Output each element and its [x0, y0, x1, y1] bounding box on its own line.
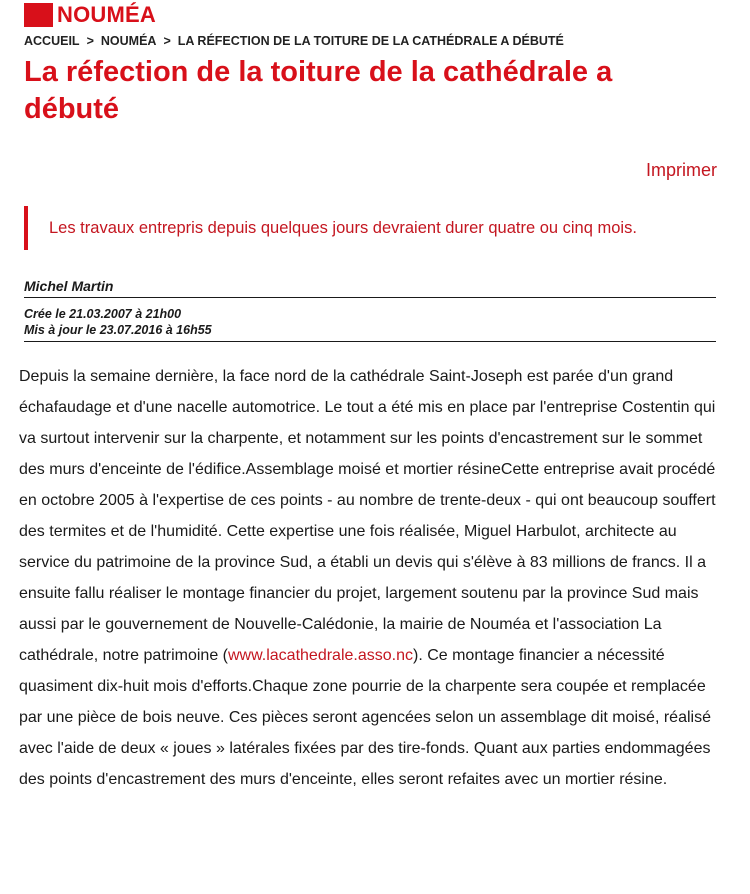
section-header — [24, 2, 156, 28]
breadcrumb-section-link[interactable]: NOUMÉA — [100, 34, 157, 48]
article-title: La réfection de la toiture de la cathédrale a débuté — [24, 56, 613, 125]
article-lead-text: Les travaux entrepris depuis quelques jours devraient durer quatre ou cinq mois. — [49, 218, 637, 237]
breadcrumb — [24, 34, 564, 48]
updated-date: Mis à jour le 23.07.2016 à 16h55 — [24, 323, 212, 337]
section-title[interactable]: NOUMÉA — [57, 2, 156, 27]
article-dates — [24, 306, 716, 342]
article-body-part2: ). Ce montage financier a nécessité quasiment dix-huit mois d'efforts.Chaque zone pourrie de la charpente sera coupée et remplacée par une pièce de bois neuve. Ces pièces seront agencées selon un assemblage dit moisé, réalisé avec l'aide de deux « joues » latérales fixées par des tire-fonds. Quant aux parties endommagées des points d'encastrement des murs d'enceinte, elles seront refaites avec un mortier résine. — [19, 647, 711, 788]
section-marker-icon — [24, 3, 53, 27]
print-link[interactable]: Imprimer — [646, 160, 717, 180]
association-website-link[interactable]: www.lacathedrale.asso.nc — [228, 647, 413, 664]
article-body-part1: Depuis la semaine dernière, la face nord de la cathédrale Saint-Joseph est parée d'un grand échafaudage et d'une nacelle automotrice. Le tout a été mis en place par l'entreprise Costentin qui va surtout intervenir sur la charpente, et notamment sur les points d'encastrement sur le sommet des murs d'enceinte de l'édifice.Assemblage moisé et mortier résineCette entreprise avait procédé en octobre 2005 à l'expertise de ces points - au nombre de trente-deux - qui ont beaucoup souffert des termites et de l'humidité. Cette expertise une fois réalisée, Miguel Harbulot, architecte au service du patrimoine de la province Sud, a établi un devis qui s'élève à 83 millions de francs. Il a ensuite fallu réaliser le montage financier du projet, largement soutenu par la province Sud mais aussi par le gouvernement de Nouvelle-Calédonie, la mairie de Nouméa et l'association La cathédrale, notre patrimoine ( — [19, 368, 716, 664]
breadcrumb-current: LA RÉFECTION DE LA TOITURE DE LA CATHÉDRALE A DÉBUTÉ — [177, 34, 564, 48]
breadcrumb-home-link[interactable]: ACCUEIL — [24, 34, 80, 48]
breadcrumb-separator: > — [86, 34, 94, 48]
article-lead — [24, 206, 714, 250]
article-author: Michel Martin — [24, 278, 716, 298]
article-body — [19, 361, 725, 795]
created-date: Crée le 21.03.2007 à 21h00 — [24, 307, 182, 321]
breadcrumb-separator: > — [163, 34, 171, 48]
